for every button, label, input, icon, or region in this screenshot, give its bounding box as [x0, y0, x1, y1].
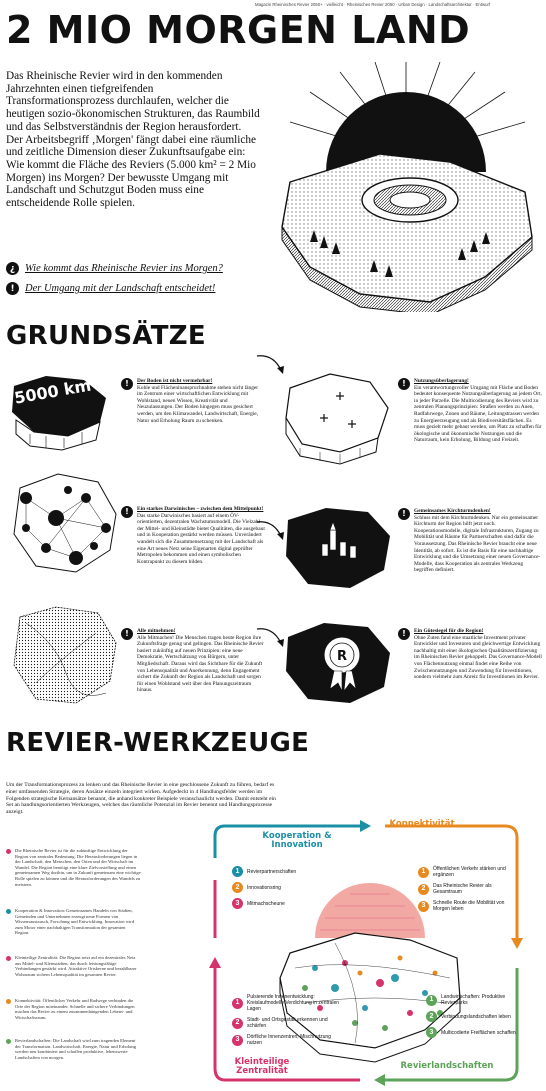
pink-dot-icon [6, 849, 11, 854]
question-link-row[interactable] [6, 262, 223, 275]
principle-heading: Der Boden ist nicht vermehrbar! [137, 378, 213, 384]
area-badge: 5000 km² [12, 374, 100, 408]
list-item: 1 Öffentlichen Verkehr stärken und ergänzen [418, 866, 513, 878]
principle-body: Schluss mit dem Kirchturmdenken. Nur ein gemeinsamer Kirchturm der Region hilft jetzt noch. Kooperationsmodelle, digitale Infrastrukturen, Zugang zu Mobilität und Räume für Partnerschaften sind dafür die Voraussetzung. Das Rheinische Revier braucht eine neue Identität, ab sofort. Es ist die Basis für eine nachhaltige Entwicklung und die Umsetzung einer neuen Governance-Modelle, dass Kooperation als zentrales Werkzeug begriffen definiert. [414, 514, 541, 574]
list-item: 3 Multicodierte Freiflächen schaffen [426, 1027, 521, 1038]
exclamation-icon: ! [398, 378, 410, 390]
list-item: 2 Verbindungslandschaften leben [426, 1011, 521, 1022]
green-dot-icon [6, 1039, 11, 1044]
intro-text: Das Rheinische Revier wird in den kommenden Jahrzehnten einen tiefgreifenden Transformationsprozess durchlaufen, welcher die heutigen sozio-ökonomischen Strukturen, das Raumbild und das Selbstverständnis der Region herausfordert. Der Arbeitsbegriff ‚Morgen' fängt dabei eine räumliche und zeitliche Dimension dieser Zukunftsaufgabe ein: Wie kommt die Fläche des Reviers (5.000 km² = 2 Mio Morgen) ins Morgen? Der bewusste Umgang mit Landschaft und Schutzgut Boden muss eine entscheidende Rolle spielen. [6, 70, 260, 210]
principle-block [125, 378, 265, 424]
list-item: 1 Landwirtschaften: Produktive Revierparks [426, 994, 521, 1006]
field-title-revierlandschaften: Revierlandschaften [400, 1061, 494, 1071]
principle-body: Das starke Darwinisches basiert auf einem ÖV-orientierten, dezentralen Wachstumsmodell. Die Vielzahl der Mittel- und Kleinstädte bietet Qualitäten, die ausgebaut und in Kooperation gestärkt werden müssen. Unverändert wandelt sich die Zusammensetzung mit der Landschaft als eine Art neues Netz seine Eigenarten digital geprüfter Metropolen bekommen und einen symbolischen Kontrapunkt zu diesem bilden. [137, 512, 265, 565]
principle-block [125, 506, 265, 565]
quality-seal-illustration [280, 615, 395, 710]
orange-dot-icon [6, 999, 11, 1004]
teal-dot-icon [6, 909, 11, 914]
principle-heading: Ein starkes Darwinisches – zwischen dem Mittelpunkt! [137, 506, 264, 512]
list-item: 3 Mitmachscheune [232, 898, 332, 909]
land-overlay-illustration [280, 368, 395, 468]
page-title: 2 MIO MORGEN LAND [6, 8, 471, 52]
field-title-zentralitaet: Kleinteilige Zentralität [234, 1057, 290, 1076]
principle-block [402, 628, 542, 681]
exclamation-icon: ! [6, 282, 19, 295]
exclamation-icon: ! [398, 628, 410, 640]
principle-heading: Alle mitnehmen! [137, 628, 176, 634]
tool-text-block: Revierlandschaften: Die Landschaft wird zum tragenden Element der Transformation. Landwirtschaft, Energie, Natur und Erholung werden neu kombiniert und schaffen produktive, lebenswerte Landschaften von morgen. [6, 1038, 141, 1060]
section-heading-werkzeuge: REVIER-WERKZEUGE [6, 728, 310, 758]
principle-body: Ohne Zuten fand eine staatliche Investment privater Entwickler und Investoren und gleichwertige Entwicklung nachhaltig mit einer ökologischen Qualitätszertifizierung im Rheinischen Revier gekoppelt. Das Governance-Modell von Flächennutzung einmal findet eine Reihe von Zwischennutzungen und Zuwendung für Investitionen, sondern vielmehr zum Anreiz für Investitionen im Revier. [414, 634, 542, 681]
principle-block [402, 378, 542, 444]
exclamation-icon: ! [121, 378, 133, 390]
question-link[interactable]: Wie kommt das Rheinische Revier ins Morgen? [25, 263, 223, 274]
principle-block [125, 628, 265, 694]
pink-dot-icon [6, 956, 11, 961]
field-list-zentralitaet [232, 994, 342, 1051]
question-icon: ¿ [6, 262, 19, 275]
hero-landscape-illustration [270, 62, 542, 312]
principle-block [402, 508, 542, 574]
list-item: 2 Das Rheinische Revier als Gesamtraum [418, 883, 513, 895]
exclamation-icon: ! [121, 506, 133, 518]
section-heading-grundsaetze: GRUNDSÄTZE [6, 321, 206, 351]
cooperation-map-illustration [280, 500, 395, 595]
field-list-konnektivitaet [418, 866, 513, 917]
exclamation-icon: ! [398, 508, 410, 520]
principle-heading: Gemeinsames Kirchturmdenken! [414, 508, 491, 514]
network-map-illustration [6, 468, 121, 583]
list-item: 2 Innovationsring [232, 882, 332, 893]
list-item: 1 Pulsierende Innenentwicklung: Kreislaufmodelle Verdichtung in zentralen Lagen [232, 994, 342, 1012]
field-title-konnektivitaet: Konnektivität [389, 819, 455, 829]
page-meta: Magazin Rheinisches Revier 2050+ · vielleicht · Rheinisches Revier 2050 · Urban Design · Landschaftsarchitektur · Entwurf [255, 2, 491, 7]
statement-link-row[interactable] [6, 282, 215, 295]
field-list-kooperation [232, 866, 332, 914]
principle-body: Kohle und Flächeninanspruchnahme stehen nicht länger im Zentrum einer wirtschaftlichen Entwicklung mit Wohlstand, neuen Wissen, Kreativität und Neuzulassungen. Der Boden hingegen muss gesichert werden, um den Klimawandel, Landwirtschaft, Energie, Natur und Erholung Raum zu schenken. [137, 384, 259, 424]
exclamation-icon: ! [121, 628, 133, 640]
field-list-revierlandschaften [426, 994, 521, 1043]
tool-text-block: Die Rheinische Revier ist für die zukünftige Entwicklung der Region von zentraler Bedeutung. Die Herausforderungen liegen in der Landschaft, den Menschen, den Orten und der Wirtschaft im Wandel. Die Region benötigt eine klare Zielvorstellung und einen gemeinsamen Weg dorthin, um in Zukunft gemeinsam eine wichtige Rolle spielen zu können und die Herausforderungen des Wandels zu meistern. [6, 848, 141, 887]
principle-heading: Ein Gütesiegel für die Region! [414, 628, 484, 634]
statement-link[interactable]: Der Umgang mit der Landschaft entscheidet! [25, 283, 216, 294]
tool-text-block: Kooperation & Innovation: Gemeinsames Handeln von Städten, Gemeinden und Unternehmen erzeugt neue Formen von Wissensaustausch, Forschung und Entwicklung. Innovation wird zum Motor einer nachhaltigen Transformation der gesamten Region. [6, 908, 141, 936]
tool-text-block: Konnektivität: Öffentlicher Verkehr und Radwege verbinden die Orte der Region miteinander. Schnelle und sichere Verbindungen machen das Revier zu einem zusammenhängenden Lebens- und Wirtschaftsraum. [6, 998, 141, 1020]
community-map-illustration [6, 603, 121, 708]
principle-heading: Nutzungsüberlagerung! [414, 378, 469, 384]
principle-body: Alle Mitmachen! Die Menschen tragen heute Region ihre Zukunftsfrage genug und gelingen. Das Rheinische Revier basiert zukünftig auf neuen Prinzipien: eine neue Demokratie, Wertschätzung von Bürgern, unter Mitgliedschaft. Daraus wird das Sichtbare für die Zukunft von Lebensqualität und Anerkennung, denn Engagement sichert die Zukunft der Region als Landschaft und sorgen für einen Wohlstand weit über den Planungszeitraum hinaus. [137, 634, 264, 694]
tools-intro-text: Um der Transformationsprozess zu lenken und das Rheinische Revier in eine geschlossene Zukunft zu führen, bedarf es einer umfassenden Strategie, deren Ansätze einzeln integriert wirken. Aufgedeckt in 4 Handlungsfelder werden im Folgenden strategische Kernansätze benannt, die anhand konkreter Beispiele veranschaulicht werden. Damit entsteht ein Set an handlungsorientierten Werkzeugen, welches das räumliche Potenzial im Revier benennt und Handlungsprozesse anzeigt. [6, 782, 276, 816]
list-item: 3 Dörfliche Innenzentren, Mischnutzung nutzen [232, 1034, 342, 1046]
list-item: 3 Schnelle Route die Mobilität von Morgen leben [418, 900, 513, 912]
svg-text:R: R [337, 649, 348, 664]
tool-text-block: Kleinteilige Zentralität: Die Region setzt auf ein dezentrales Netz aus Mittel- und Kleinstädten, das durch leistungsfähige Verbindungen gestärkt wird. Attraktive Ortskerne und bezahlbarer Wohnraum sichern Lebensqualität im gesamten Revier. [6, 955, 141, 977]
list-item: 1 Revierpartnerschaften [232, 866, 332, 877]
list-item: 2 Stadt- und Ortsgestalt erkennen und schärfen [232, 1017, 342, 1029]
principle-body: Ein verantwortungsvoller Umgang mit Fläche und Boden bedeutet konsequente Nutzungsüberlagerung an jedem Ort, in jeder Parzelle. Die Multicodierung des Reviers wird zu zentralen Planungsprinzipien: Straßen werden zu Auen, Radfahrwege, Zonen und Bäume, Leitungstrassen werden zu Energieerzeugung und als Biodiversitätsflächen. Es muss gezielt mehr gebaut werden, um Platz zu schaffen für ökologische und ökonomische Nutzungen und die Naturraum, kein Erholung, Bildung und Freizeit. [414, 384, 542, 444]
field-title-kooperation: Kooperation & Innovation [262, 831, 332, 850]
